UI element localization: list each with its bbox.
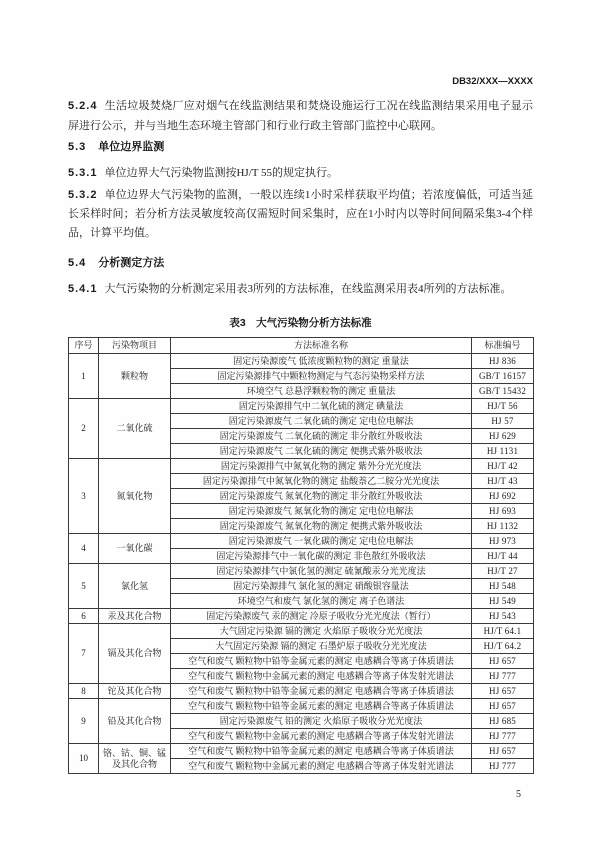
method-name-cell: 固定污染源废气 低浓度颗粒物的测定 重量法: [171, 354, 472, 369]
column-header-seq: 序号: [69, 338, 99, 354]
table-row: [69, 399, 534, 414]
table-row: [69, 564, 534, 579]
method-name-cell: 空气和废气 颗粒物中铅等金属元素的测定 电感耦合等离子体质谱法: [171, 654, 472, 669]
standard-code-cell: HJ 1132: [472, 519, 534, 534]
standard-code-cell: HJ 685: [472, 714, 534, 729]
standard-code-cell: HJ/T 64.1: [472, 624, 534, 639]
method-name-cell: 固定污染源排气中一氧化碳的测定 非色散红外吸收法: [171, 549, 472, 564]
column-header-method-name: 方法标准名称: [171, 338, 472, 354]
standard-code-cell: HJ/T 43: [472, 474, 534, 489]
standard-code-cell: HJ 836: [472, 354, 534, 369]
row-seq-cell: 3: [69, 459, 99, 534]
standard-code-cell: HJ 657: [472, 654, 534, 669]
standard-code-cell: HJ 973: [472, 534, 534, 549]
pollutant-name-cell: 二氧化硫: [99, 399, 171, 459]
heading-title: 单位边界监测: [98, 141, 165, 153]
pollutant-name-cell: 铬、钴、铜、锰及其化合物: [99, 744, 171, 774]
table3-title: 表3 大气污染物分析方法标准: [229, 317, 372, 329]
table-row: [69, 699, 534, 714]
pollutant-name-cell: 汞及其化合物: [99, 609, 171, 624]
row-seq-cell: 2: [69, 399, 99, 459]
clause-text: 大气污染物的分析测定采用表3所列的方法标准，在线监测采用表4所列的方法标准。: [104, 283, 512, 295]
standard-code-cell: HJ/T 42: [472, 459, 534, 474]
method-name-cell: 固定污染源废气 汞的测定 冷原子吸收分光光度法（暂行）: [171, 609, 472, 624]
column-header-standard-code: 标准编号: [472, 338, 534, 354]
method-name-cell: 大气固定污染源 镉的测定 石墨炉原子吸收分光光度法: [171, 639, 472, 654]
clause-5-2-4: [68, 96, 533, 136]
clause-5-3-2: [68, 186, 533, 243]
heading-5-3: [68, 139, 533, 155]
analysis-methods-table: [68, 337, 534, 774]
pollutant-name-cell: 铊及其化合物: [99, 684, 171, 699]
table-row: [69, 534, 534, 549]
method-name-cell: 固定污染源废气 氮氧化物的测定 定电位电解法: [171, 504, 472, 519]
table-row: [69, 684, 534, 699]
standard-code-cell: HJ 777: [472, 759, 534, 774]
row-seq-cell: 5: [69, 564, 99, 609]
method-name-cell: 固定污染源排气中氯化氢的测定 硫氰酸汞分光光度法: [171, 564, 472, 579]
method-name-cell: 空气和废气 颗粒物中铅等金属元素的测定 电感耦合等离子体质谱法: [171, 684, 472, 699]
standard-code-cell: HJ/T 44: [472, 549, 534, 564]
row-seq-cell: 7: [69, 624, 99, 684]
method-name-cell: 固定污染源废气 氮氧化物的测定 便携式紫外吸收法: [171, 519, 472, 534]
pollutant-name-cell: 氮氧化物: [99, 459, 171, 534]
standard-code-cell: HJ 777: [472, 669, 534, 684]
standard-code-cell: HJ/T 64.2: [472, 639, 534, 654]
clause-5-4-1: [68, 279, 533, 299]
clause-5-3-1: [68, 163, 533, 183]
standard-doc-code: DB32/XXX—XXXX: [452, 76, 533, 87]
clause-text: 生活垃圾焚烧厂应对烟气在线监测结果和焚烧设施运行工况在线监测结果采用电子显示屏进行公示，并与当地生态环境主管部门和行业行政主管部门监控中心联网。: [68, 100, 533, 132]
pollutant-name-cell: 铅及其化合物: [99, 699, 171, 744]
row-seq-cell: 1: [69, 354, 99, 399]
pollutant-name-cell: 一氧化碳: [99, 534, 171, 564]
pollutant-name-cell: 镉及其化合物: [99, 624, 171, 684]
table-header-row: [69, 338, 534, 354]
method-name-cell: 空气和废气 颗粒物中铅等金属元素的测定 电感耦合等离子体质谱法: [171, 744, 472, 759]
clause-number: 5.4.1: [68, 283, 98, 295]
method-name-cell: 固定污染源排气中颗粒物测定与气态污染物采样方法: [171, 369, 472, 384]
standard-code-cell: HJ 657: [472, 699, 534, 714]
standard-code-cell: GB/T 15432: [472, 384, 534, 399]
method-name-cell: 固定污染源废气 铅的测定 火焰原子吸收分光光度法: [171, 714, 472, 729]
method-name-cell: 环境空气和废气 氯化氢的测定 离子色谱法: [171, 594, 472, 609]
table-row: [69, 744, 534, 759]
table-row: [69, 459, 534, 474]
method-name-cell: 空气和废气 颗粒物中铅等金属元素的测定 电感耦合等离子体质谱法: [171, 699, 472, 714]
method-name-cell: 固定污染源排气 氯化氢的测定 硝酸银容量法: [171, 579, 472, 594]
standard-code-cell: GB/T 16157: [472, 369, 534, 384]
standard-code-cell: HJ 692: [472, 489, 534, 504]
column-header-pollutant: 污染物项目: [99, 338, 171, 354]
standard-code-cell: HJ/T 27: [472, 564, 534, 579]
standard-code-cell: HJ/T 56: [472, 399, 534, 414]
method-name-cell: 固定污染源废气 二氧化硫的测定 便携式紫外吸收法: [171, 444, 472, 459]
standard-code-cell: HJ 543: [472, 609, 534, 624]
page-number: 5: [516, 789, 521, 800]
standard-code-cell: HJ 629: [472, 429, 534, 444]
standard-code-cell: HJ 777: [472, 729, 534, 744]
row-seq-cell: 8: [69, 684, 99, 699]
standard-code-cell: HJ 549: [472, 594, 534, 609]
table-row: [69, 609, 534, 624]
row-seq-cell: 6: [69, 609, 99, 624]
method-name-cell: 固定污染源废气 氮氧化物的测定 非分散红外吸收法: [171, 489, 472, 504]
method-name-cell: 空气和废气 颗粒物中金属元素的测定 电感耦合等离子体发射光谱法: [171, 759, 472, 774]
method-name-cell: 固定污染源排气中氮氧化物的测定 盐酸萘乙二胺分光光度法: [171, 474, 472, 489]
heading-number: 5.4: [68, 257, 87, 269]
table-row: [69, 354, 534, 369]
standard-code-cell: HJ 693: [472, 504, 534, 519]
methods-table-body: [69, 354, 534, 774]
standard-code-cell: HJ 1131: [472, 444, 534, 459]
pollutant-name-cell: 氯化氢: [99, 564, 171, 609]
clause-text: 单位边界大气污染物的监测，一般以连续1小时采样获取平均值；若浓度偏低，可适当延长采样时间；若分析方法灵敏度较高仅需短时间采集时，应在1小时内以等时间间隔采集3-4个样品，计算平均值。: [68, 189, 533, 239]
heading-5-4: [68, 255, 533, 271]
clause-number: 5.3.2: [68, 189, 98, 201]
method-name-cell: 固定污染源排气中氮氧化物的测定 紫外分光光度法: [171, 459, 472, 474]
method-name-cell: 空气和废气 颗粒物中金属元素的测定 电感耦合等离子体发射光谱法: [171, 669, 472, 684]
pollutant-name-cell: 颗粒物: [99, 354, 171, 399]
row-seq-cell: 10: [69, 744, 99, 774]
heading-title: 分析测定方法: [98, 257, 165, 269]
method-name-cell: 大气固定污染源 镉的测定 火焰原子吸收分光光度法: [171, 624, 472, 639]
clause-number: 5.3.1: [68, 167, 98, 179]
method-name-cell: 固定污染源废气 一氧化碳的测定 定电位电解法: [171, 534, 472, 549]
method-name-cell: 空气和废气 颗粒物中金属元素的测定 电感耦合等离子体发射光谱法: [171, 729, 472, 744]
method-name-cell: 固定污染源废气 二氧化硫的测定 定电位电解法: [171, 414, 472, 429]
standard-code-cell: HJ 657: [472, 684, 534, 699]
row-seq-cell: 9: [69, 699, 99, 744]
standard-code-cell: HJ 548: [472, 579, 534, 594]
method-name-cell: 固定污染源排气中二氧化硫的测定 碘量法: [171, 399, 472, 414]
clause-number: 5.2.4: [68, 100, 98, 112]
standard-code-cell: HJ 657: [472, 744, 534, 759]
method-name-cell: 固定污染源废气 二氧化硫的测定 非分散红外吸收法: [171, 429, 472, 444]
row-seq-cell: 4: [69, 534, 99, 564]
heading-number: 5.3: [68, 141, 87, 153]
standard-code-cell: HJ 57: [472, 414, 534, 429]
clause-text: 单位边界大气污染物监测按HJ/T 55的规定执行。: [104, 167, 339, 179]
table-row: [69, 624, 534, 639]
method-name-cell: 环境空气 总悬浮颗粒物的测定 重量法: [171, 384, 472, 399]
